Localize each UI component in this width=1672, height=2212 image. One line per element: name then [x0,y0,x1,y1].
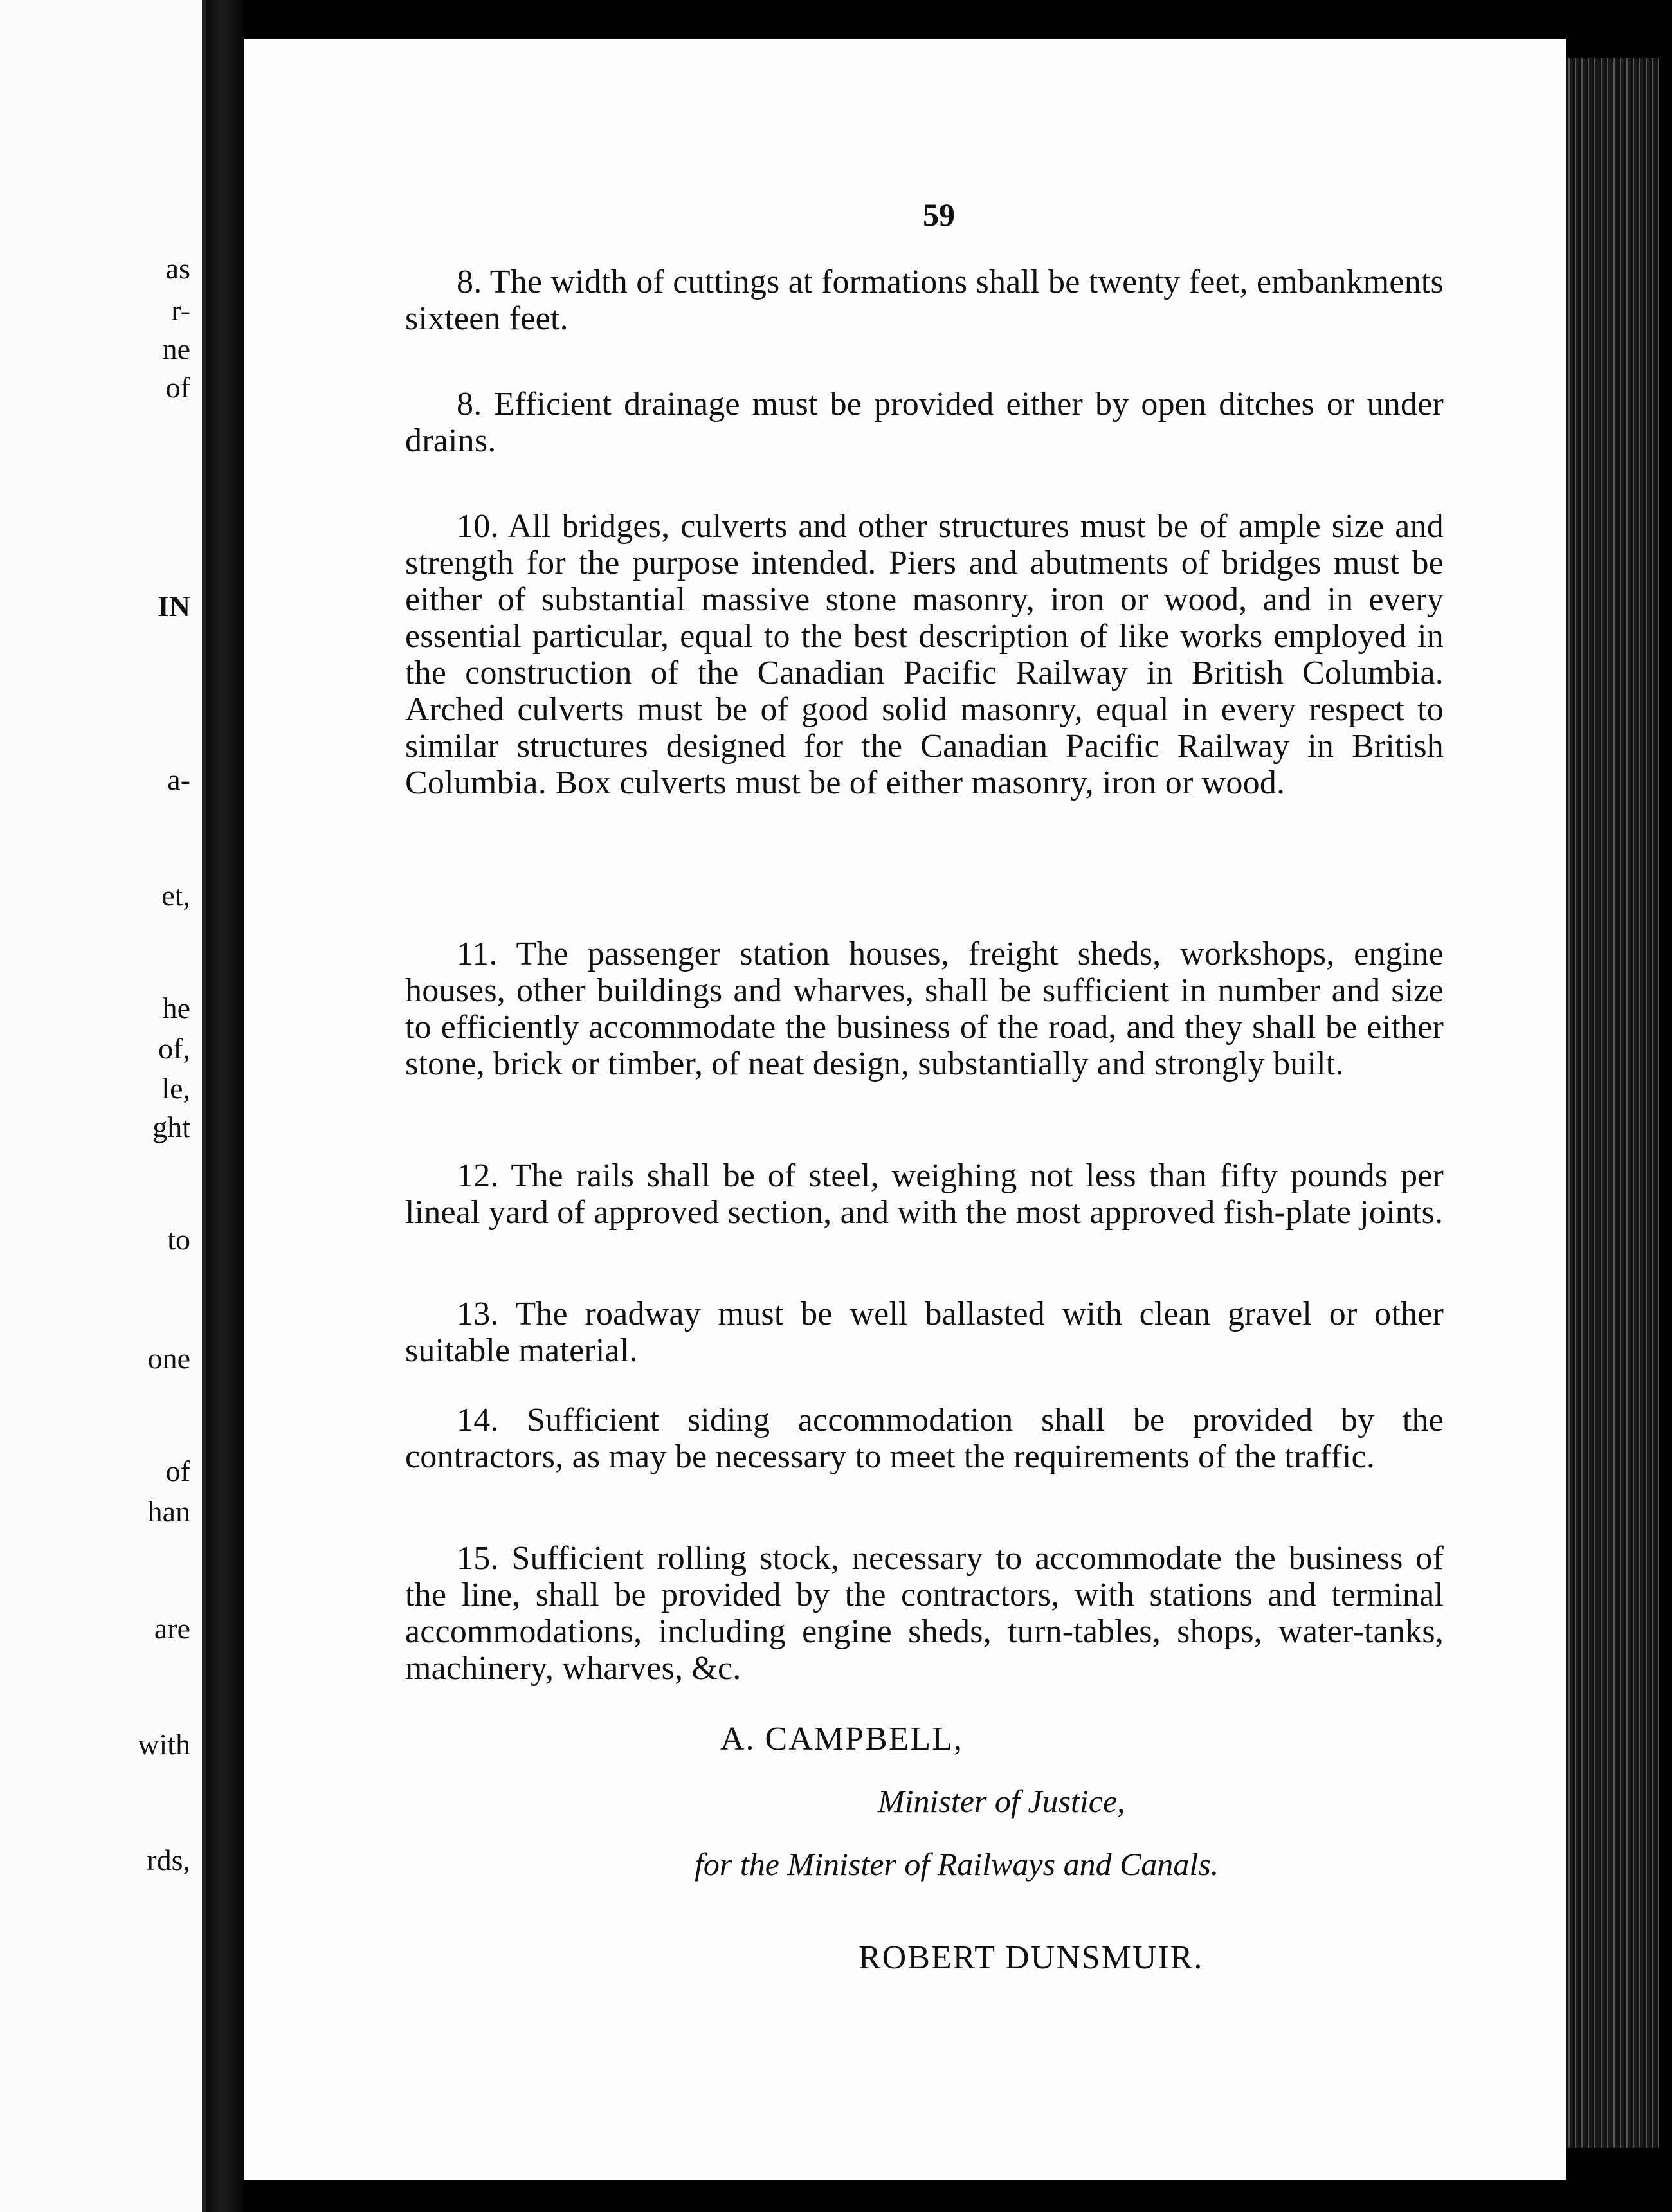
paragraph-14-siding: 14. Sufficient siding accommodation shall be provided by the contractors, as may be necessary to meet the requirements of the traffic. [405,1402,1444,1475]
signatory-name: A. CAMPBELL, [720,1721,963,1757]
left-fragment: as [165,252,190,285]
left-fragment: han [147,1495,190,1528]
left-fragment: he [162,992,190,1024]
paragraph-10-bridges: 10. All bridges, culverts and other structures must be of ample size and strength for the purpose intended. Piers and abutments of bridges must be either of substantial massive stone masonry, iron or wood, and in every essential particular, equal to the best description of like works employed in the construction of the Canadian Pacific Railway in British Columbia. Arched culverts must be of good solid masonry, equal in every respect to similar structures designed for the Canadian Pacific Railway in British Columbia. Box culverts must be of either masonry, iron or wood. [405,508,1444,801]
left-fragment: of [165,371,190,404]
left-fragment: rds, [147,1844,190,1876]
left-fragment: le, [161,1072,190,1105]
left-fragment: IN [157,590,190,622]
left-fragment: a- [167,763,190,796]
signatory-title: Minister of Justice, [878,1783,1125,1819]
page-number: 59 [923,197,955,233]
left-fragment: ne [162,332,190,365]
paragraph-8-width: 8. The width of cuttings at formations shall be twenty feet, embankments sixteen feet. [405,264,1444,337]
left-fragment: et, [161,879,190,912]
left-facing-page [0,0,206,2212]
page-edges [1566,58,1659,2148]
left-fragment: with [138,1728,190,1761]
second-signatory-name: ROBERT DUNSMUIR. [859,1939,1204,1976]
paragraph-15-rolling: 15. Sufficient rolling stock, necessary to accommodate the business of the line, shall be provided by the contractors, with stations and terminal accommodations, including engine sheds, turn-tables, shops, water-tanks, machinery, wharves, &c. [405,1540,1444,1687]
paragraph-12-rails: 12. The rails shall be of steel, weighing not less than fifty pounds per lineal yard of approved section, and with the most approved fish-plate joints. [405,1157,1444,1231]
paragraph-11-stations: 11. The passenger station houses, freight sheds, workshops, engine houses, other buildings and wharves, shall be sufficient in number and size to efficiently accommodate the business of the road, and they shall be either stone, brick or timber, of neat design, substantially and strongly built. [405,936,1444,1082]
left-fragment: are [154,1612,190,1645]
signatory-for-line: for the Minister of Railways and Canals. [695,1846,1219,1882]
left-fragment: ght [152,1111,190,1143]
paragraph-13-roadway: 13. The roadway must be well ballasted with clean gravel or other suitable material. [405,1296,1444,1369]
left-fragment: to [167,1223,190,1256]
left-fragment: one [147,1342,190,1375]
left-fragment: of, [158,1032,190,1065]
main-page [244,39,1566,2180]
paragraph-8-drainage: 8. Efficient drainage must be provided either by open ditches or under drains. [405,386,1444,459]
left-fragment: r- [171,294,190,327]
left-fragment: of [165,1455,190,1487]
book-gutter [206,0,244,2212]
